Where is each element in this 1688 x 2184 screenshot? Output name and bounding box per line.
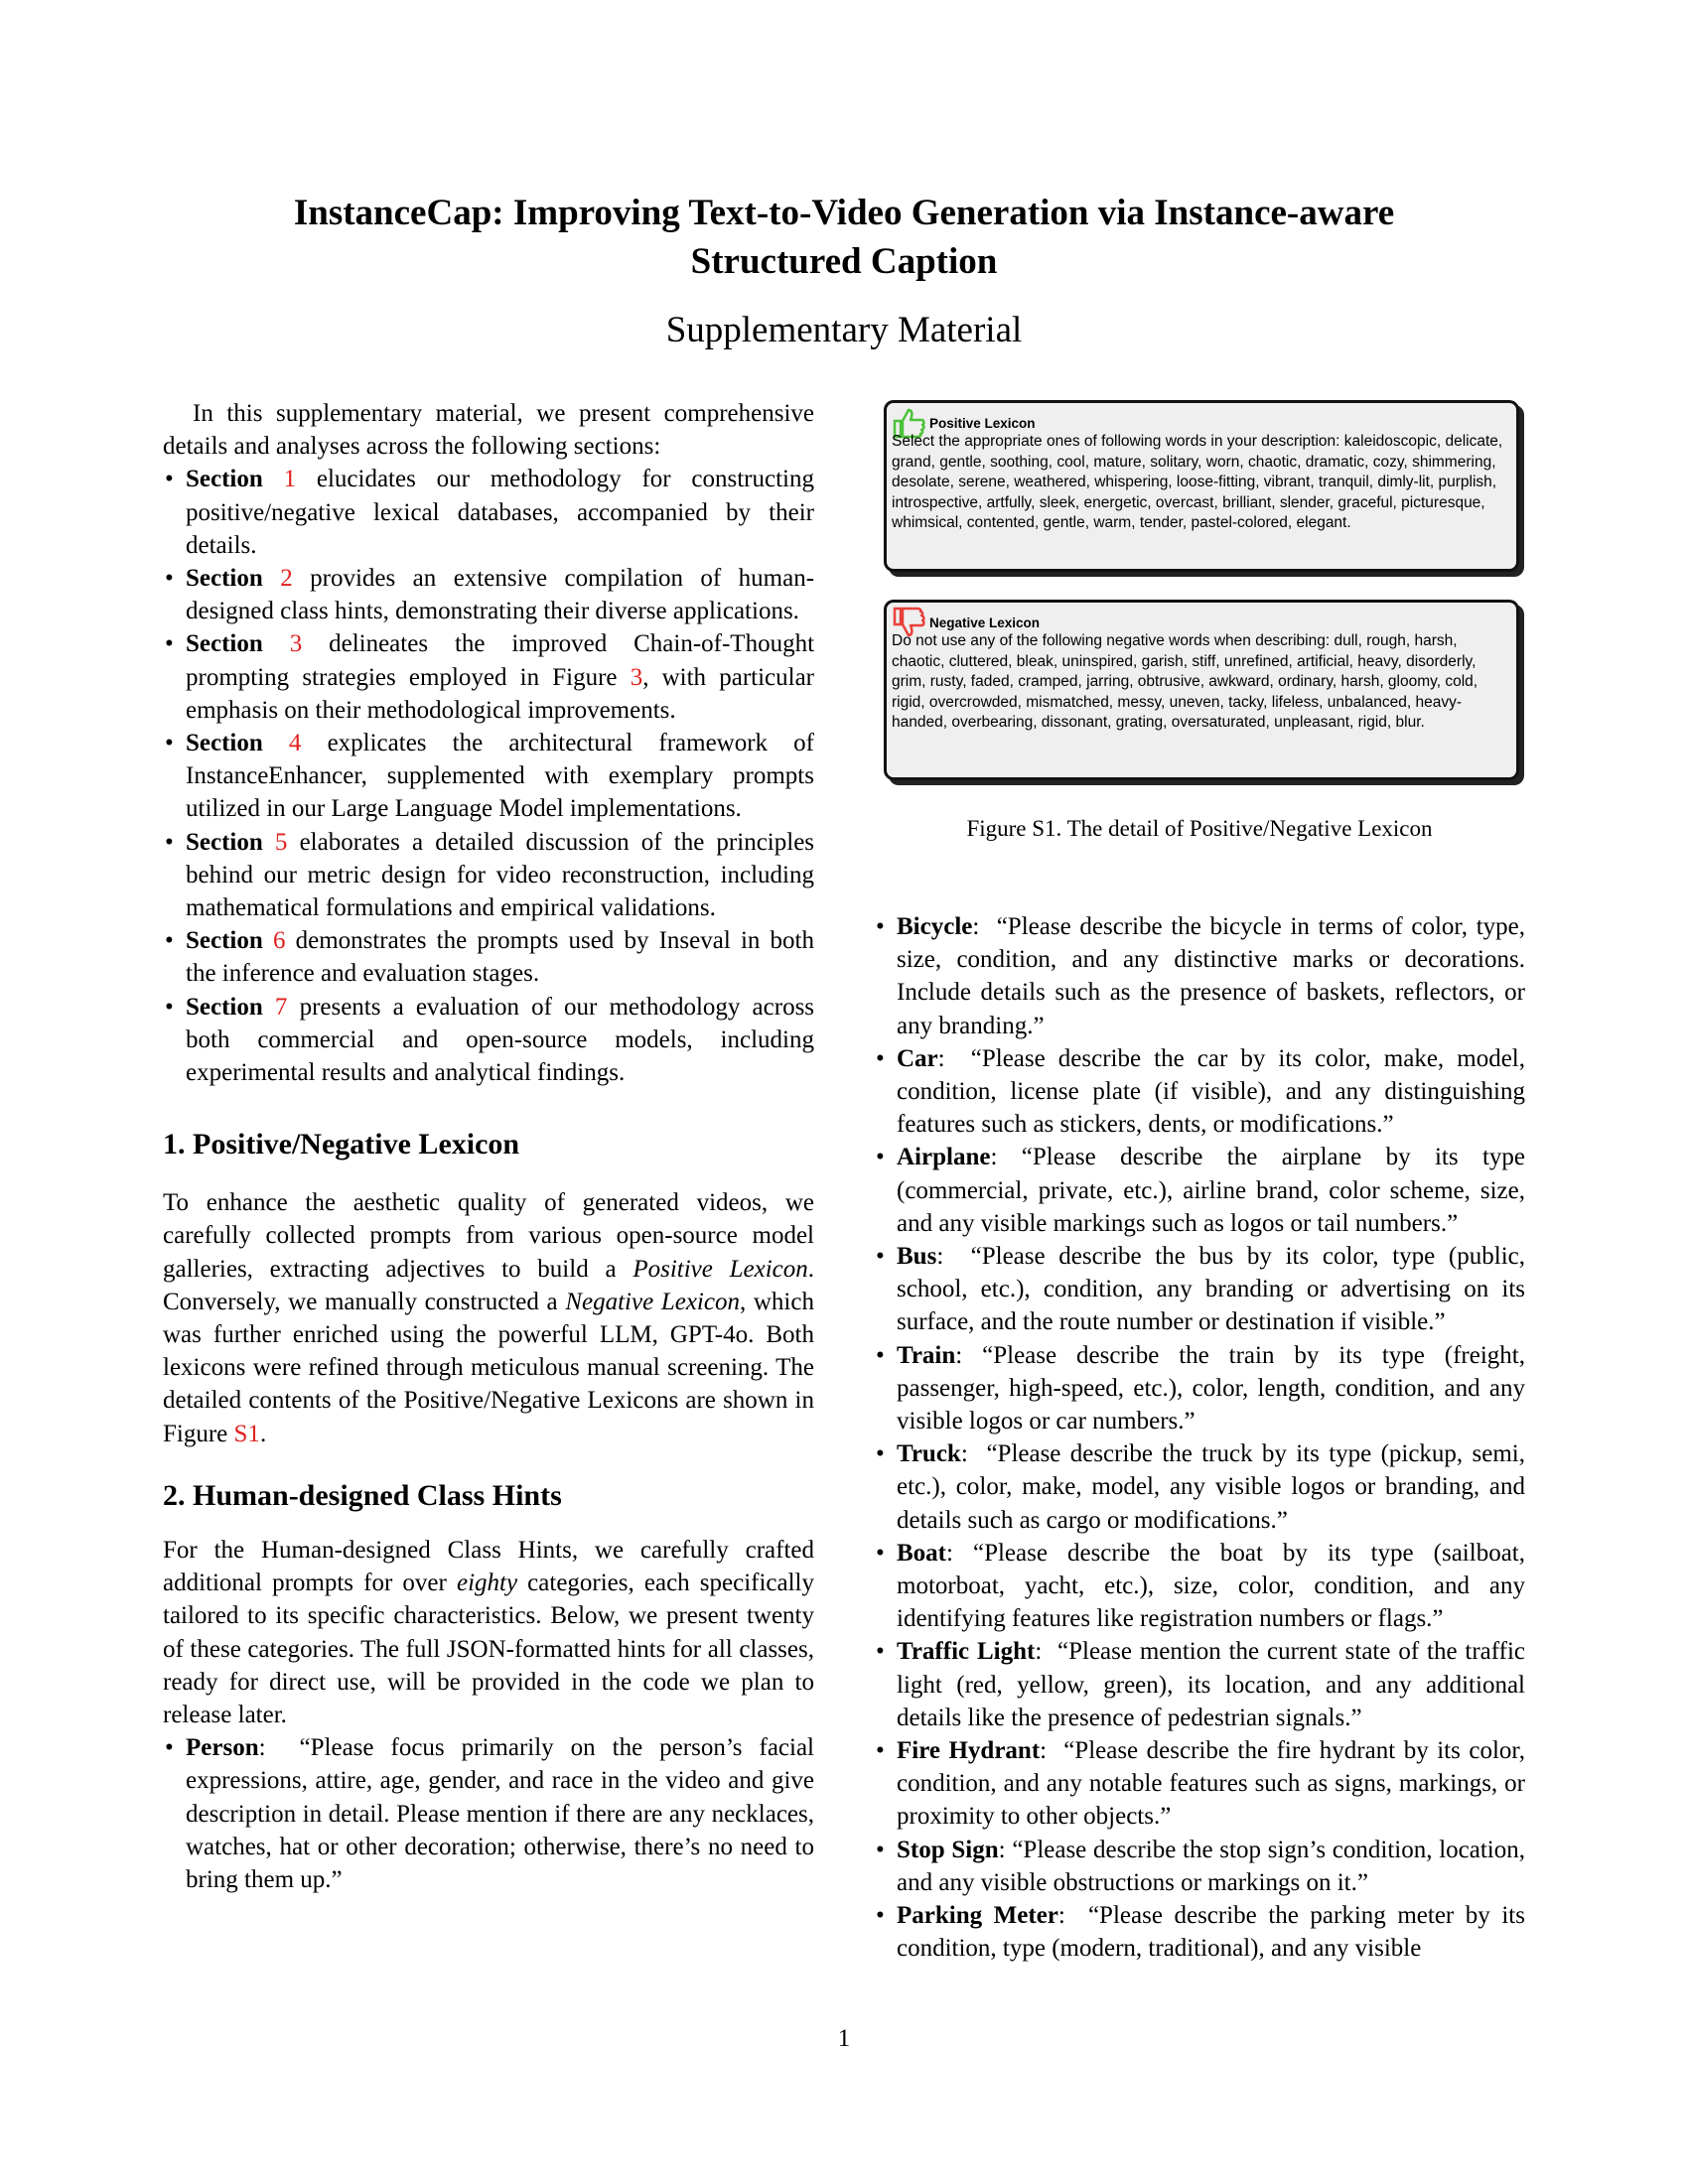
hint-item: • Boat: “Please describe the boat by its type (sailboat, motorboat, yacht, etc.), size, color, condition, and any identifying features like registration numbers or flags.” [874,1537,1525,1636]
section-link-4[interactable]: 4 [288,730,302,757]
hint-text: “Please describe the bus by its color, type (public, school, etc.), condition, any branding or advertising on its surface, and the route number or destination if visible.” [897,1243,1525,1336]
lexicon-text: . Conversely, we manually constructed a [163,1255,814,1315]
hint-name: Fire Hydrant [897,1737,1041,1765]
hint-name: Boat [897,1539,946,1567]
section-label: Section [186,828,263,856]
positive-lexicon-title: Positive Lexicon [929,415,1036,431]
hints-text: For the Human-designed Class Hints, we carefully crafted additional prompts for over [163,1536,814,1597]
section-label: Section [186,927,263,955]
page-number: 1 [837,2025,851,2052]
hint-name: Train [897,1341,956,1369]
hint-text: “Please describe the parking meter by its condition, type (modern, traditional), and any visible [897,1902,1525,1963]
hint-text: “Please describe the bicycle in terms of color, type, size, condition, and any distinctive marks or decorations. Include details such as the presence of baskets, reflectors, or any branding.” [897,913,1525,1039]
hint-text: “Please describe the stop sign’s condition, location, and any visible obstructions or markings on it.” [897,1836,1525,1896]
section-item-1 [163,463,814,562]
section-text: demonstrates the prompts used by Inseval in both the inference and evaluation stages. [186,927,814,988]
hint-name: Airplane [897,1144,991,1171]
hint-text: “Please focus primarily on the person’s facial expressions, attire, age, gender, and race in the video and give description in detail. Please mention if there are any necklaces, watches, hat or other decoration; otherwise, there’s no need to bring them up.” [186,1734,814,1893]
heading-class-hints: 2. Human-designed Class Hints [163,1478,562,1512]
positive-lexicon-term: Positive Lexicon [633,1255,808,1283]
section-label: Section [186,565,263,593]
hint-name: Truck [897,1440,961,1468]
hint-item: • Car: “Please describe the car by its color, make, model, condition, license plate (if visible), and any distinguishing features such as stickers, dents, or modifications.” [874,1042,1525,1142]
positive-lexicon-text: Select the appropriate ones of following words in your description: kaleidoscopic, delicate, grand, gentle, soothing, cool, mature, solitary, worn, chaotic, dramatic, cozy, shimmering, desolate, serene, weathered, whispering, loose-fitting, vibrant, tranquil, dimly-lit, purplish, introspective, artfully, sleek, energetic, overcast, brilliant, slender, graceful, picturesque, whimsical, contented, gentle, warm, tender, pastel-colored, elegant. [892,433,1503,531]
section-label: Section [186,993,263,1021]
hint-item: • Person: “Please focus primarily on the person’s facial expressions, attire, age, gender, and race in the video and give description in detail. Please mention if there are any necklaces, watches, hat or other decoration; otherwise, there’s no need to bring them up.” [163,1731,814,1896]
hint-name: Car [897,1044,938,1072]
hint-item: • Airplane: “Please describe the airplane by its type (commercial, private, etc.), airline brand, color scheme, size, and any visible markings such as logos or tail numbers.” [874,1141,1525,1240]
section-label: Section [186,730,263,757]
lexicon-text: , which was further enriched using the powerful LLM, GPT-4o. Both lexicons were refined through meticulous manual screening. The detailed contents of the Positive/Negative Lexicons are shown in Figure [163,1288,814,1447]
section-text: elaborates a detailed discussion of the principles behind our metric design for video reconstruction, including mathematical formulations and empirical validations. [186,828,815,922]
heading-lexicon: 1. Positive/Negative Lexicon [163,1128,520,1161]
hint-list-right [874,910,1525,1966]
hint-text: “Please describe the boat by its type (sailboat, motorboat, yacht, etc.), size, color, condition, and any identifying features like registration numbers or flags.” [897,1539,1525,1633]
title-line-1: InstanceCap: Improving Text-to-Video Generation via Instance-aware [293,193,1395,233]
intro-paragraph: In this supplementary material, we present comprehensive details and analyses across the following sections: [163,400,814,461]
hint-name: Stop Sign [897,1836,999,1863]
section-text: , with particular emphasis on their methodological improvements. [186,663,815,724]
section-link-5[interactable]: 5 [274,828,288,856]
negative-lexicon-text: Do not use any of the following negative words when describing: dull, rough, harsh, chaotic, cluttered, bleak, uninspired, garish, stiff, unrefined, artificial, heavy, disorderly, grim, rusty, faded, cramped, jarring, obtrusive, awkward, ordinary, harsh, gloomy, cold, rigid, overcrowded, mismatched, messy, uneven, tacky, lifeless, unbalanced, heavy-handed, overbearing, dissonant, grating, oversaturated, unpleasant, rigid, blur. [892,632,1478,731]
hint-list-left [163,1731,814,1896]
negative-lexicon-term: Negative Lexicon [565,1288,740,1315]
hint-text: “Please describe the train by its type (freight, passenger, high-speed, etc.), color, length, condition, and any visible logos or car numbers.” [897,1341,1525,1435]
section-label: Section [186,466,263,493]
hint-item: • Stop Sign: “Please describe the stop sign’s condition, location, and any visible obstructions or markings on it.” [874,1834,1525,1899]
class-hints-paragraph [163,1534,814,1731]
right-column [874,910,1525,1966]
lexicon-text: . [259,1420,267,1447]
hint-text: “Please describe the car by its color, make, model, condition, license plate (if visible), and any distinguishing features such as stickers, dents, or modifications.” [897,1044,1525,1139]
section-item-6 [163,924,814,990]
hint-text: “Please mention the current state of the traffic light (red, yellow, green), its location, and any additional details like the presence of pedestrian signals.” [897,1638,1526,1731]
eighty-term: eighty [456,1570,518,1597]
section-link-3[interactable]: 3 [289,630,303,658]
hint-item: • Truck: “Please describe the truck by its type (pickup, semi, etc.), color, make, model, any visible logos or branding, and details such as cargo or modifications.” [874,1437,1525,1537]
left-column [163,397,814,1896]
hint-item: • Fire Hydrant: “Please describe the fire hydrant by its color, condition, and any notable features such as signs, markings, or proximity to other objects.” [874,1734,1525,1834]
section-item-4 [163,727,814,826]
paper-title [0,189,1688,286]
figure-link-3[interactable]: 3 [630,663,643,691]
hint-name: Traffic Light [897,1638,1036,1666]
hint-name: Bus [897,1243,937,1271]
section-item-5 [163,826,814,925]
section-item-2 [163,562,814,627]
hint-item: • Bus: “Please describe the bus by its color, type (public, school, etc.), condition, any branding or advertising on its surface, and the route number or destination if visible.” [874,1240,1525,1339]
negative-lexicon-box [884,600,1519,780]
positive-lexicon-box [884,400,1519,572]
hint-item: • Traffic Light: “Please mention the current state of the traffic light (red, yellow, green), its location, and any additional details like the presence of pedestrian signals.” [874,1635,1525,1734]
hint-name: Person [186,1734,259,1762]
hint-item: • Train: “Please describe the train by its type (freight, passenger, high-speed, etc.), color, length, condition, and any visible logos or car numbers.” [874,1339,1525,1438]
section-label: Section [186,630,263,658]
figure-caption: Figure S1. The detail of Positive/Negative Lexicon [966,816,1433,841]
title-line-2: Structured Caption [690,241,998,282]
section-link-7[interactable]: 7 [274,993,288,1021]
hint-name: Bicycle [897,913,973,940]
section-item-3 [163,627,814,727]
hint-text: “Please describe the fire hydrant by its color, condition, and any notable features such as signs, markings, or proximity to other objects.” [897,1737,1525,1831]
hint-item: • Parking Meter: “Please describe the parking meter by its condition, type (modern, traditional), and any visible [874,1899,1525,1965]
section-link-1[interactable]: 1 [283,466,297,493]
lexicon-text: To enhance the aesthetic quality of generated videos, we carefully collected prompts from various open-source model galleries, extracting adjectives to build a [163,1189,814,1283]
section-link-2[interactable]: 2 [280,565,293,593]
hint-text: “Please describe the airplane by its type (commercial, private, etc.), airline brand, color scheme, size, and any visible markings such as logos or tail numbers.” [897,1144,1525,1237]
lexicon-paragraph [163,1186,814,1450]
negative-lexicon-title: Negative Lexicon [929,614,1041,630]
section-list [163,463,814,1089]
hints-text: categories, each specifically tailored to its specific characteristics. Below, we present twenty of these categories. The full JSON-formatted hints for all classes, ready for direct use, will be provided in the code we plan to release later. [163,1570,815,1728]
section-text: elucidates our methodology for constructing positive/negative lexical databases, accompanied by their details. [186,466,814,559]
hint-item: • Bicycle: “Please describe the bicycle in terms of color, type, size, condition, and any distinctive marks or decorations. Include details such as the presence of baskets, reflectors, or any branding.” [874,910,1525,1042]
section-link-6[interactable]: 6 [272,927,286,955]
section-item-7 [163,991,814,1090]
section-text: explicates the architectural framework of InstanceEnhancer, supplemented with exemplary prompts utilized in our Large Language Model implementations. [186,730,815,823]
hint-text: “Please describe the truck by its type (pickup, semi, etc.), color, make, model, any visible logos or branding, and details such as cargo or modifications.” [897,1440,1525,1534]
subtitle: Supplementary Material [665,310,1023,350]
section-text: presents a evaluation of our methodology across both commercial and open-source models, including experimental results and analytical findings. [186,993,815,1087]
section-text: provides an extensive compilation of human-designed class hints, demonstrating their diverse applications. [186,565,815,625]
section-text: delineates the improved Chain-of-Thought prompting strategies employed in Figure [186,630,815,691]
hint-name: Parking Meter [897,1902,1058,1930]
figure-link-s1[interactable]: S1 [233,1420,260,1447]
